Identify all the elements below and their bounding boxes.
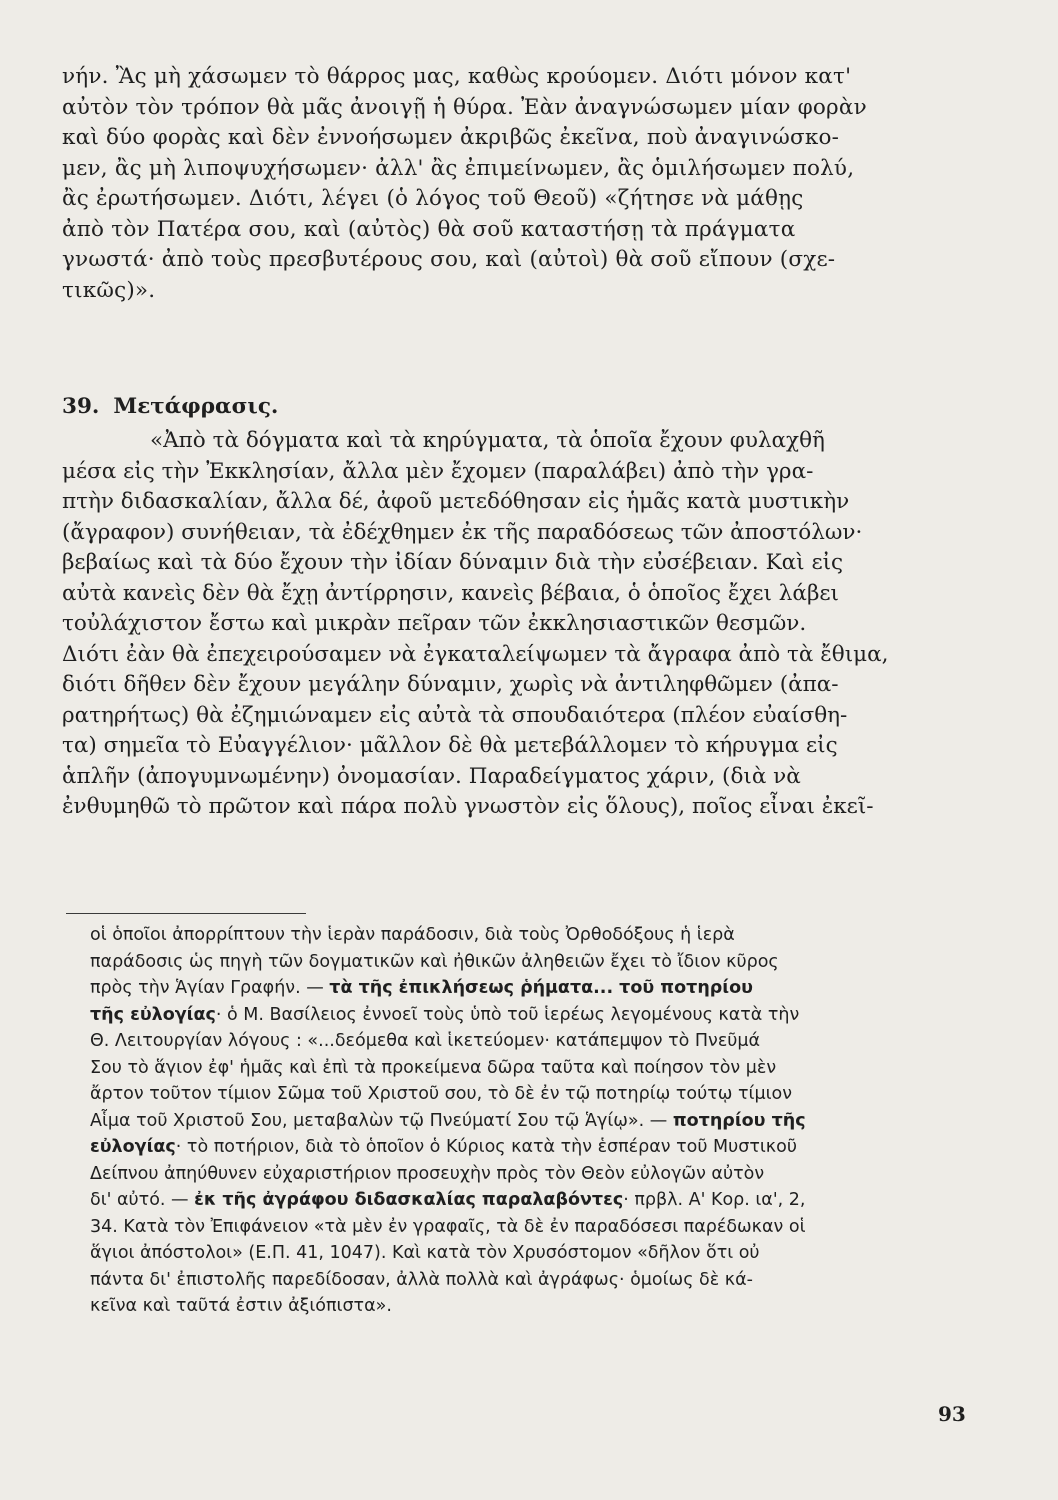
- footnote-line: [90, 1187, 990, 1214]
- text-line: πτὴν διδασκαλίαν, ἄλλα δέ, ἀφοῦ μετεδόθησαν εἰς ἡμᾶς κατὰ μυστικὴν: [62, 489, 850, 514]
- footnote-line: [90, 1214, 990, 1241]
- text-line: ἀπὸ τὸν Πατέρα σου, καὶ (αὐτὸς) θὰ σοῦ καταστήσῃ τὰ πράγματα: [62, 216, 796, 242]
- footnote-line: [90, 975, 990, 1002]
- footnote-text: · τὸ ποτήριον, διὰ τὸ ὁποῖον ὁ Κύριος κατὰ τὴν ἑσπέραν τοῦ Μυστικοῦ: [175, 1137, 797, 1157]
- footnote-text: ἄρτον τοῦτον τίμιον Σῶμα τοῦ Χριστοῦ σου, τὸ δὲ ἐν τῷ ποτηρίῳ τούτῳ τίμιον: [90, 1084, 793, 1104]
- footnote-line: [90, 1134, 990, 1161]
- page-number: 93: [938, 1402, 966, 1426]
- text-line: μεν, ἂς μὴ λιποψυχήσωμεν· ἀλλ' ἂς ἐπιμείνωμεν, ἂς ὁμιλήσωμεν πολύ,: [62, 155, 855, 181]
- text-line: καὶ δύο φορὰς καὶ δὲν ἐννοήσωμεν ἀκριβῶς ἐκεῖνα, ποὺ ἀναγινώσκο-: [62, 125, 840, 150]
- footnote-lemma: τὰ τῆς ἐπικλήσεως ῥήματα... τοῦ ποτηρίου: [329, 978, 753, 998]
- footnote-line: [90, 1002, 990, 1029]
- text-line: ἂς ἐρωτήσωμεν. Διότι, λέγει (ὁ λόγος τοῦ Θεοῦ) «ζήτησε νὰ μάθῃς: [62, 186, 804, 211]
- footnote-line: [90, 922, 990, 949]
- text-line: «Ἀπὸ τὰ δόγματα καὶ τὰ κηρύγματα, τὰ ὁποῖα ἔχουν φυλαχθῆ: [150, 428, 825, 453]
- footnote-divider: [66, 913, 306, 914]
- section-39: [62, 392, 992, 823]
- footnote-text: Δείπνου ἀπηύθυνεν εὐχαριστήριον προσευχὴν πρὸς τὸν Θεὸν εὐλογῶν αὐτὸν: [90, 1163, 765, 1184]
- footnote-text: · πρβλ. Α' Κορ. ια', 2,: [623, 1190, 806, 1210]
- text-line: νήν. Ἂς μὴ χάσωμεν τὸ θάρρος μας, καθὼς κρούομεν. Διότι μόνον κατ': [62, 64, 852, 89]
- footnote-text: παράδοσις ὡς πηγὴ τῶν δογματικῶν καὶ ἠθικῶν ἀληθειῶν ἔχει τὸ ἴδιον κῦρος: [90, 951, 779, 972]
- text-line: βεβαίως καὶ τὰ δύο ἔχουν τὴν ἰδίαν δύναμιν διὰ τὴν εὐσέβειαν. Καὶ εἰς: [62, 550, 844, 575]
- text-line: τα) σημεῖα τὸ Εὐαγγέλιον· μᾶλλον δὲ θὰ μετεβάλλομεν τὸ κήρυγμα εἰς: [62, 733, 838, 758]
- footnote-line: [90, 1267, 990, 1294]
- text-line: (ἄγραφον) συνήθειαν, τὰ ἐδέχθημεν ἐκ τῆς παραδόσεως τῶν ἀποστόλων·: [62, 519, 863, 545]
- text-line: αὐτὰ κανεὶς δὲν θὰ ἔχῃ ἀντίρρησιν, κανεὶς βέβαια, ὁ ὁποῖος ἔχει λάβει: [62, 580, 839, 606]
- footnote-lemma: τῆς εὐλογίας: [90, 1004, 216, 1025]
- text-line: ρατηρήτως) θὰ ἐζημιώναμεν εἰς αὐτὰ τὰ σπουδαιότερα (πλέον εὐαίσθη-: [62, 702, 848, 728]
- section-heading: [62, 392, 992, 426]
- footnote-text: πρὸς τὴν Ἁγίαν Γραφήν. —: [90, 978, 330, 998]
- main-text-block: [62, 62, 992, 306]
- footnote-line: [90, 949, 990, 976]
- text-line: τικῶς)».: [62, 277, 156, 303]
- footnote-text: ἅγιοι ἀπόστολοι» (Ε.Π. 41, 1047). Καὶ κατὰ τὸν Χρυσόστομον «δῆλον ὅτι οὐ: [90, 1243, 760, 1263]
- section-number: 39.: [62, 394, 100, 419]
- footnote-line: [90, 1081, 990, 1108]
- text-line: Διότι ἐὰν θὰ ἐπεχειρούσαμεν νὰ ἐγκαταλείψωμεν τὰ ἄγραφα ἀπὸ τὰ ἔθιμα,: [62, 641, 889, 667]
- section-title: Μετάφρασις.: [113, 394, 279, 419]
- footnote-text: Αἷμα τοῦ Χριστοῦ Σου, μεταβαλὼν τῷ Πνεύματί Σου τῷ Ἁγίῳ». —: [90, 1110, 673, 1131]
- footnote-text: · ὁ Μ. Βασίλειος ἐννοεῖ τοὺς ὑπὸ τοῦ ἱερέως λεγομένους κατὰ τὴν: [215, 1004, 800, 1025]
- text-line: ἐνθυμηθῶ τὸ πρῶτον καὶ πάρα πολὺ γνωστὸν εἰς ὅλους), ποῖος εἶναι ἐκεῖ-: [62, 794, 874, 819]
- footnote-text: Θ. Λειτουργίαν λόγους : «...δεόμεθα καὶ ἱκετεύομεν· κατάπεμψον τὸ Πνεῦμά: [90, 1031, 761, 1051]
- footnotes-block: [90, 922, 990, 1320]
- footnote-text: 34. Κατὰ τὸν Ἐπιφάνειον «τὰ μὲν ἐν γραφαῖς, τὰ δὲ ἐν παραδόσεσι παρέδωκαν οἱ: [90, 1216, 806, 1237]
- text-line: μέσα εἰς τὴν Ἐκκλησίαν, ἄλλα μὲν ἔχομεν (παραλάβει) ἀπὸ τὴν γρα-: [62, 458, 814, 484]
- footnote-line: [90, 1028, 990, 1055]
- footnote-text: Σου τὸ ἅγιον ἐφ' ἡμᾶς καὶ ἐπὶ τὰ προκείμενα δῶρα ταῦτα καὶ ποίησον τὸν μὲν: [90, 1057, 777, 1078]
- footnote-lemma: ποτηρίου τῆς: [672, 1110, 806, 1131]
- footnote-line: [90, 1161, 990, 1188]
- footnote-line: [90, 1293, 990, 1320]
- text-line: γνωστά· ἀπὸ τοὺς πρεσβυτέρους σου, καὶ (αὐτοὶ) θὰ σοῦ εἴπουν (σχε-: [62, 247, 836, 272]
- footnote-lemma: εὐλογίας: [90, 1137, 176, 1157]
- footnote-text: δι' αὐτό. —: [90, 1190, 195, 1210]
- footnote-text: πάντα δι' ἐπιστολῆς παρεδίδοσαν, ἀλλὰ πολλὰ καὶ ἀγράφως· ὁμοίως δὲ κά-: [90, 1269, 753, 1290]
- footnote-line: [90, 1108, 990, 1135]
- text-line: διότι δῆθεν δὲν ἔχουν μεγάλην δύναμιν, χωρὶς νὰ ἀντιληφθῶμεν (ἀπα-: [62, 672, 839, 697]
- footnote-line: [90, 1055, 990, 1082]
- text-line: ἁπλῆν (ἀπογυμνωμένην) ὀνομασίαν. Παραδείγματος χάριν, (διὰ νὰ: [62, 763, 801, 789]
- footnote-text: κεῖνα καὶ ταῦτά ἐστιν ἀξιόπιστα».: [90, 1296, 392, 1316]
- footnote-lemma: ἐκ τῆς ἀγράφου διδασκαλίας παραλαβόντες: [194, 1190, 624, 1210]
- footnote-line: [90, 1240, 990, 1267]
- footnote-text: οἱ ὁποῖοι ἀπορρίπτουν τὴν ἱερὰν παράδοσιν, διὰ τοὺς Ὀρθοδόξους ἡ ἱερὰ: [90, 925, 735, 945]
- text-line: αὐτὸν τὸν τρόπον θὰ μᾶς ἀνοιγῇ ἡ θύρα. Ἐὰν ἀναγνώσωμεν μίαν φορὰν: [62, 94, 867, 120]
- text-line: τοὐλάχιστον ἔστω καὶ μικρὰν πεῖραν τῶν ἐκκλησιαστικῶν θεσμῶν.: [62, 611, 807, 636]
